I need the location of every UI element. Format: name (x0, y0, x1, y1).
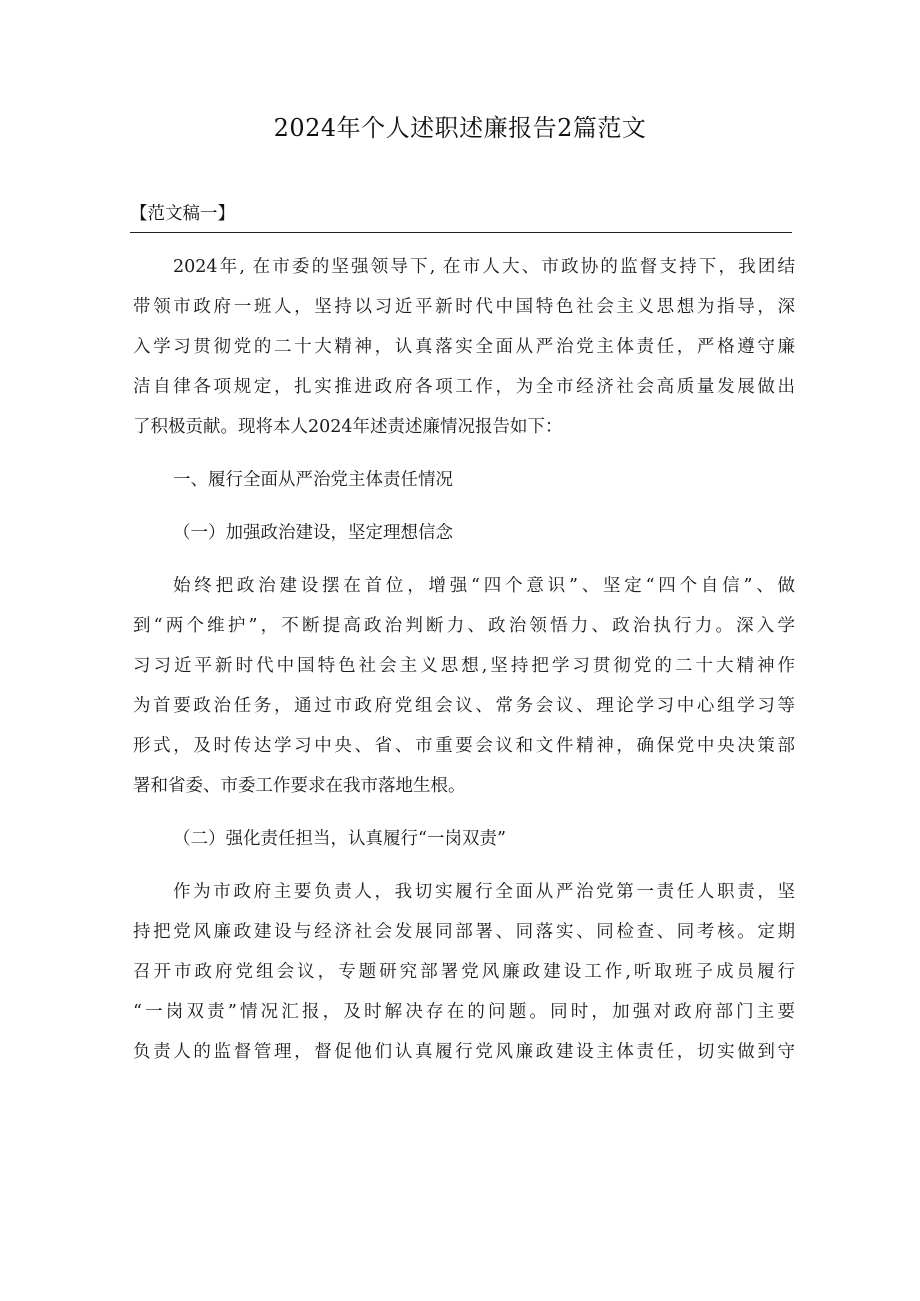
text-line: 作为市政府主要负责人，我切实履行全面从严治党第一责任人职责，坚 (173, 882, 795, 902)
text-line: 形式，及时传达学习中央、省、市重要会议和文件精神，确保党中央决策部 (133, 736, 795, 756)
text-line: 带领市政府一班人，坚持以习近平新时代中国特色社会主义思想为指导，深 (133, 297, 795, 317)
text-line: 负责人的监督管理，督促他们认真履行党风廉政建设主体责任，切实做到守 (133, 1042, 795, 1062)
text-line: 署和省委、市委工作要求在我市落地生根。 (133, 776, 466, 796)
text-line: 洁自律各项规定，扎实推进政府各项工作，为全市经济社会高质量发展做出 (133, 377, 795, 397)
text-line: 了积极贡献。现将本人2024年述责述廉情况报告如下： (133, 417, 563, 437)
text-line: 为首要政治任务，通过市政府党组会议、常务会议、理论学习中心组学习等 (133, 696, 795, 716)
text-line: 召开市政府党组会议，专题研究部署党风廉政建设工作,听取班子成员履行 (133, 962, 795, 982)
section-tag: 【范文稿一】 (130, 204, 235, 224)
subsection-heading: （二）强化责任担当，认真履行“一岗双责” (173, 829, 506, 849)
divider-line (130, 232, 792, 233)
document-title: 2024年个人述职述廉报告2篇范文 (273, 114, 647, 142)
text-line: 入学习贯彻党的二十大精神，认真落实全面从严治党主体责任，严格遵守廉 (133, 337, 795, 357)
text-line: 习习近平新时代中国特色社会主义思想,坚持把学习贯彻党的二十大精神作 (133, 656, 795, 676)
section-heading: 一、履行全面从严治党主体责任情况 (173, 470, 453, 490)
text-line: 持把党风廉政建设与经济社会发展同部署、同落实、同检查、同考核。定期 (133, 922, 795, 942)
text-line: 始终把政治建设摆在首位，增强“四个意识”、坚定“四个自信”、做 (173, 576, 795, 596)
text-line: 2024年, 在市委的坚强领导下, 在市人大、市政协的监督支持下，我团结 (173, 257, 795, 277)
subsection-heading: （一）加强政治建设，坚定理想信念 (173, 523, 453, 543)
document-body (133, 247, 795, 1072)
text-line: “一岗双责”情况汇报，及时解决存在的问题。同时，加强对政府部门主要 (133, 1002, 795, 1022)
text-line: 到“两个维护”，不断提高政治判断力、政治领悟力、政治执行力。深入学 (133, 616, 795, 636)
